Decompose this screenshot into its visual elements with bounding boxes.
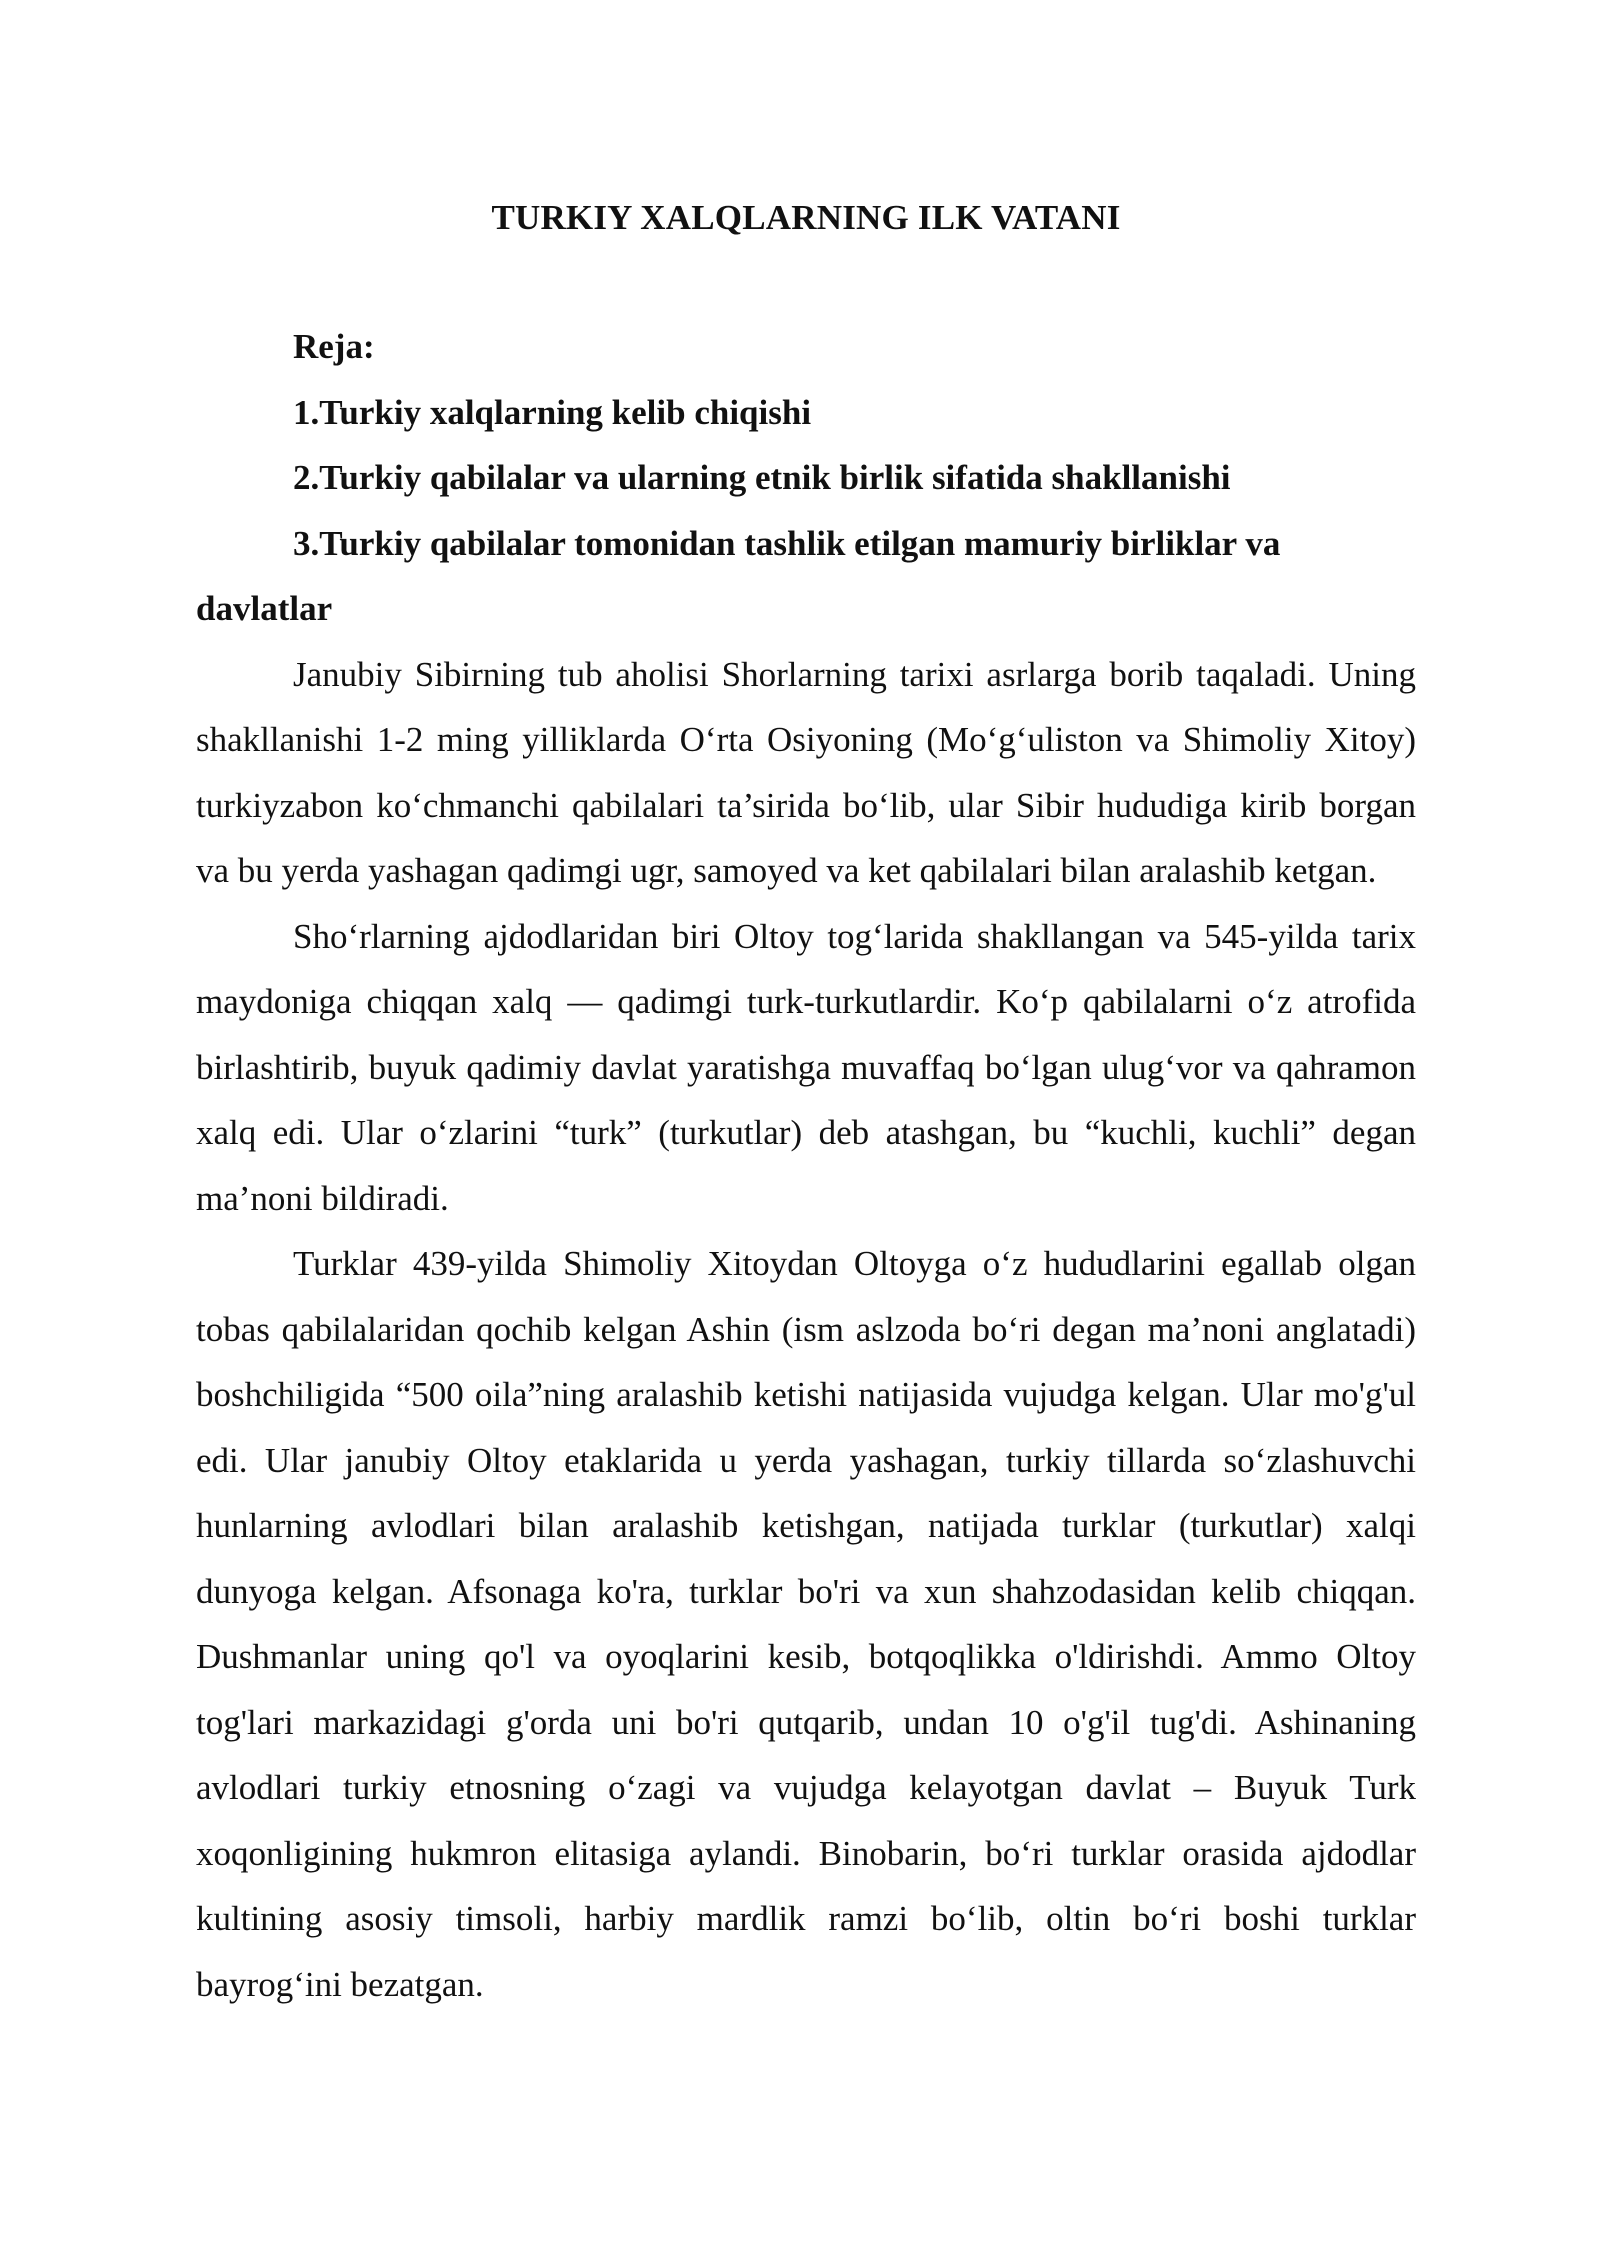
plan-item-1: 1.Turkiy xalqlarning kelib chiqishi xyxy=(293,392,812,432)
document-page xyxy=(196,185,1416,2017)
plan-section xyxy=(196,314,1416,642)
paragraph-1: Janubiy Sibirning tub aholisi Shorlarning tarixi asrlarga borib taqaladi. Uning shakllanishi 1-2 ming yilliklarda O‘rta Osiyoning (Mo‘g‘uliston va Shimoliy Xitoy) turkiyzabon ko‘chmanchi qabilalari ta’sirida bo‘lib, ular Sibir hududiga kirib borgan va bu yerda yashagan qadimgi ugr, samoyed va ket qabilalari bilan aralashib ketgan. xyxy=(196,654,1416,890)
plan-heading: Reja: xyxy=(293,327,375,366)
paragraph-3: Turklar 439-yilda Shimoliy Xitoydan Oltoyga o‘z hududlarini egallab olgan tobas qabilalaridan qochib kelgan Ashin (ism aslzoda bo‘ri degan ma’noni anglatadi) boshchiligida “500 oila”ning aralashib ketishi natijasida vujudga kelgan. Ular mo'g'ul edi. Ular janubiy Oltoy etaklarida u yerda yashagan, turkiy tillarda so‘zlashuvchi hunlarning avlodlari bilan aralashib ketishgan, natijada turklar (turkutlar) xalqi dunyoga kelgan. Afsonaga ko'ra, turklar bo'ri va xun shahzodasidan kelib chiqqan. Dushmanlar uning qo'l va oyoqlarini kesib, botqoqlikka o'ldirishdi. Ammo Oltoy tog'lari markazidagi g'orda uni bo'ri qutqarib, undan 10 o'g'il tug'di. Ashinaning avlodlari turkiy etnosning o‘zagi va vujudga kelayotgan davlat – Buyuk Turk xoqonligining hukmron elitasiga aylandi. Binobarin, bo‘ri turklar orasida ajdodlar kultining asosiy timsoli, harbiy mardlik ramzi bo‘lib, oltin bo‘ri boshi turklar bayrog‘ini bezatgan. xyxy=(196,1244,1416,2004)
document-title: TURKIY XALQLARNING ILK VATANI xyxy=(491,198,1121,237)
plan-item-2: 2.Turkiy qabilalar va ularning etnik birlik sifatida shakllanishi xyxy=(293,458,1231,497)
paragraph-2: Sho‘rlarning ajdodlaridan biri Oltoy tog‘larida shakllangan va 545-yilda tarix maydoniga chiqqan xalq — qadimgi turk-turkutlardir. Ko‘p qabilalarni o‘z atrofida birlashtirib, buyuk qadimiy davlat yaratishga muvaffaq bo‘lgan ulug‘vor va qahramon xalq edi. Ular o‘zlarini “turk” (turkutlar) deb atashgan, bu “kuchli, kuchli” degan ma’noni bildiradi. xyxy=(196,916,1416,1218)
plan-item-3: 3.Turkiy qabilalar tomonidan tashlik etilgan mamuriy birliklar va davlatlar xyxy=(196,523,1281,628)
